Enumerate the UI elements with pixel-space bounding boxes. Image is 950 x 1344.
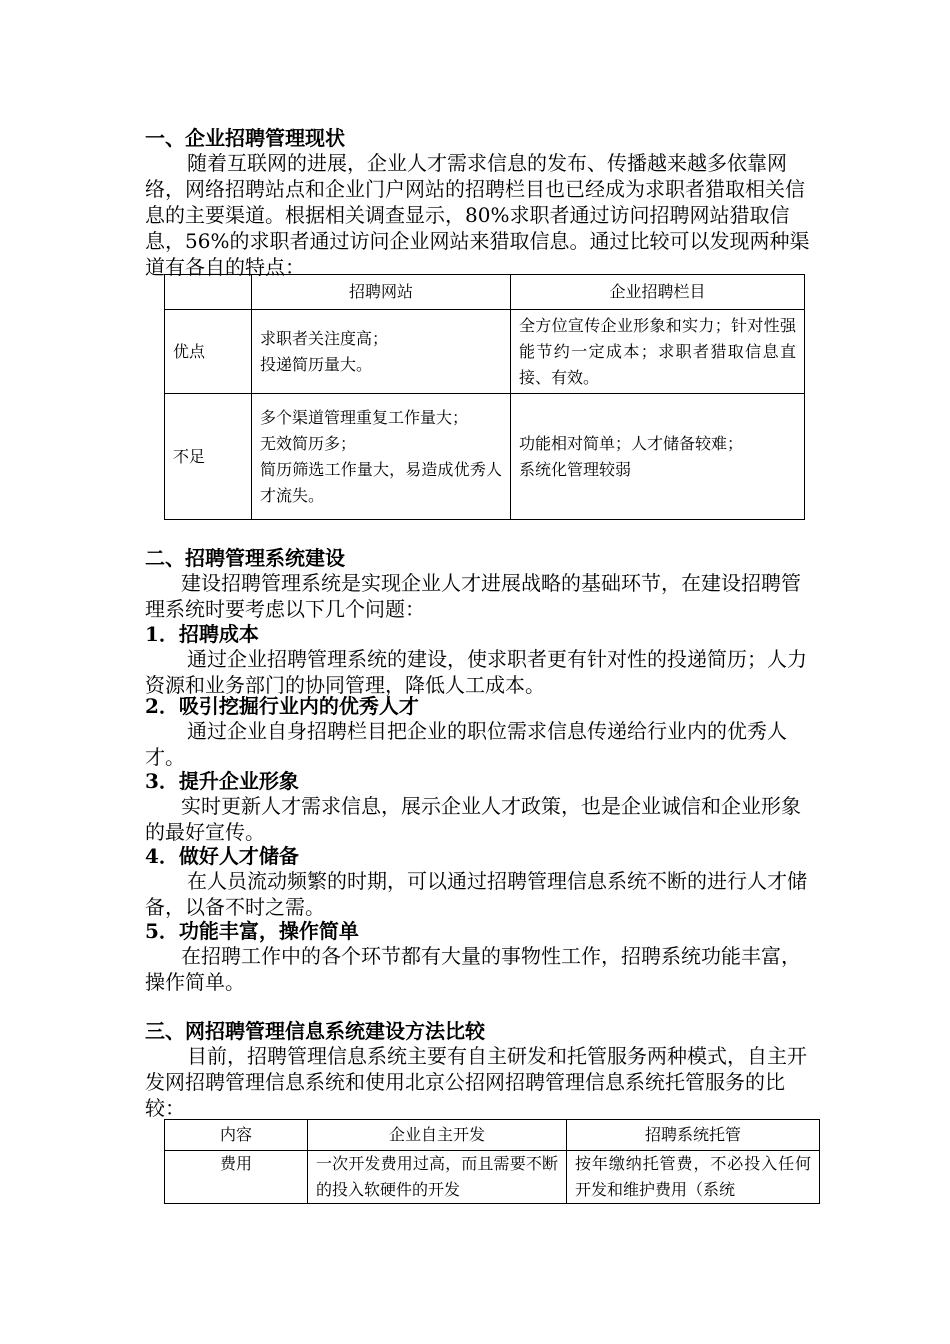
table-cell: 一次开发费用过高，而且需要不断的投入软硬件的开发 [308, 1151, 567, 1204]
table-header-row [165, 1120, 820, 1151]
section-2-heading: 二、招聘管理系统建设 [145, 546, 345, 570]
table-cell: 按年缴纳托管费，不必投入任何开发和维护费用（系统 [567, 1151, 820, 1204]
item-1-text: 通过企业招聘管理系统的建设，使求职者更有针对性的投递简历；人力资源和业务部门的协同管理，降低人工成本。 [145, 647, 807, 697]
item-5-text: 在招聘工作中的各个环节都有大量的事物性工作，招聘系统功能丰富，操作简单。 [145, 944, 801, 994]
section-3-heading: 三、网招聘管理信息系统建设方法比较 [145, 1019, 485, 1043]
cell-line: 无效简历多； [260, 433, 357, 453]
table-row [165, 1151, 820, 1204]
cell-line: 多个渠道管理重复工作量大； [260, 407, 469, 427]
row-label: 优点 [165, 310, 252, 394]
table-row [165, 310, 805, 394]
cell-line: 系统化管理较弱 [519, 459, 632, 479]
section-3-paragraph: 目前，招聘管理信息系统主要有自主研发和托管服务两种模式，自主开发网招聘管理信息系统和使用北京公招网招聘管理信息系统托管服务的比较： [145, 1044, 807, 1120]
table-header-cell: 企业自主开发 [308, 1120, 567, 1151]
row-label: 费用 [165, 1151, 308, 1204]
cell-line: 求职者关注度高； [260, 328, 389, 348]
item-3-text: 实时更新人才需求信息，展示企业人才政策，也是企业诚信和企业形象的最好宣传。 [145, 794, 801, 844]
table-cell [511, 394, 805, 520]
table-row [165, 394, 805, 520]
item-1-title: 1．招聘成本 [145, 622, 259, 646]
table-cell [252, 310, 511, 394]
cell-line: 功能相对简单；人才储备较难； [519, 433, 744, 453]
table-header-cell [165, 275, 252, 310]
item-4-text: 在人员流动频繁的时期，可以通过招聘管理信息系统不断的进行人才储备，以备不时之需。 [145, 869, 807, 919]
table-cell [252, 394, 511, 520]
table-header-cell: 招聘系统托管 [567, 1120, 820, 1151]
section-2-intro: 建设招聘管理系统是实现企业人才进展战略的基础环节，在建设招聘管理系统时要考虑以下几个问题： [145, 571, 801, 621]
section-1-heading: 一、企业招聘管理现状 [145, 126, 345, 150]
cell-line: 简历筛选工作量大，易造成优秀人才流失。 [260, 459, 502, 505]
item-4-title: 4．做好人才储备 [145, 844, 299, 868]
cell-line: 投递简历量大。 [260, 354, 373, 374]
section-1-paragraph: 随着互联网的进展，企业人才需求信息的发布、传播越来越多依靠网络，网络招聘站点和企业门户网站的招聘栏目也已经成为求职者猎取相关信息的主要渠道。根据相关调查显示，80%求职者通过访问招聘网站猎取信息，56%的求职者通过访问企业网站来猎取信息。通过比较可以发现两种渠道有各自的特点： [145, 151, 810, 279]
development-comparison-table [164, 1119, 820, 1204]
row-label: 不足 [165, 394, 252, 520]
table-header-cell: 企业招聘栏目 [511, 275, 805, 310]
table-cell: 全方位宣传企业形象和实力；针对性强能节约一定成本；求职者猎取信息直接、有效。 [511, 310, 805, 394]
item-3-title: 3．提升企业形象 [145, 769, 299, 793]
item-2-title: 2．吸引挖掘行业内的优秀人才 [145, 694, 419, 718]
channel-comparison-table [164, 274, 805, 520]
table-header-cell: 招聘网站 [252, 275, 511, 310]
item-5-title: 5．功能丰富，操作简单 [145, 919, 359, 943]
item-2-text: 通过企业自身招聘栏目把企业的职位需求信息传递给行业内的优秀人才。 [145, 719, 787, 769]
table-header-row [165, 275, 805, 310]
table-header-cell: 内容 [165, 1120, 308, 1151]
